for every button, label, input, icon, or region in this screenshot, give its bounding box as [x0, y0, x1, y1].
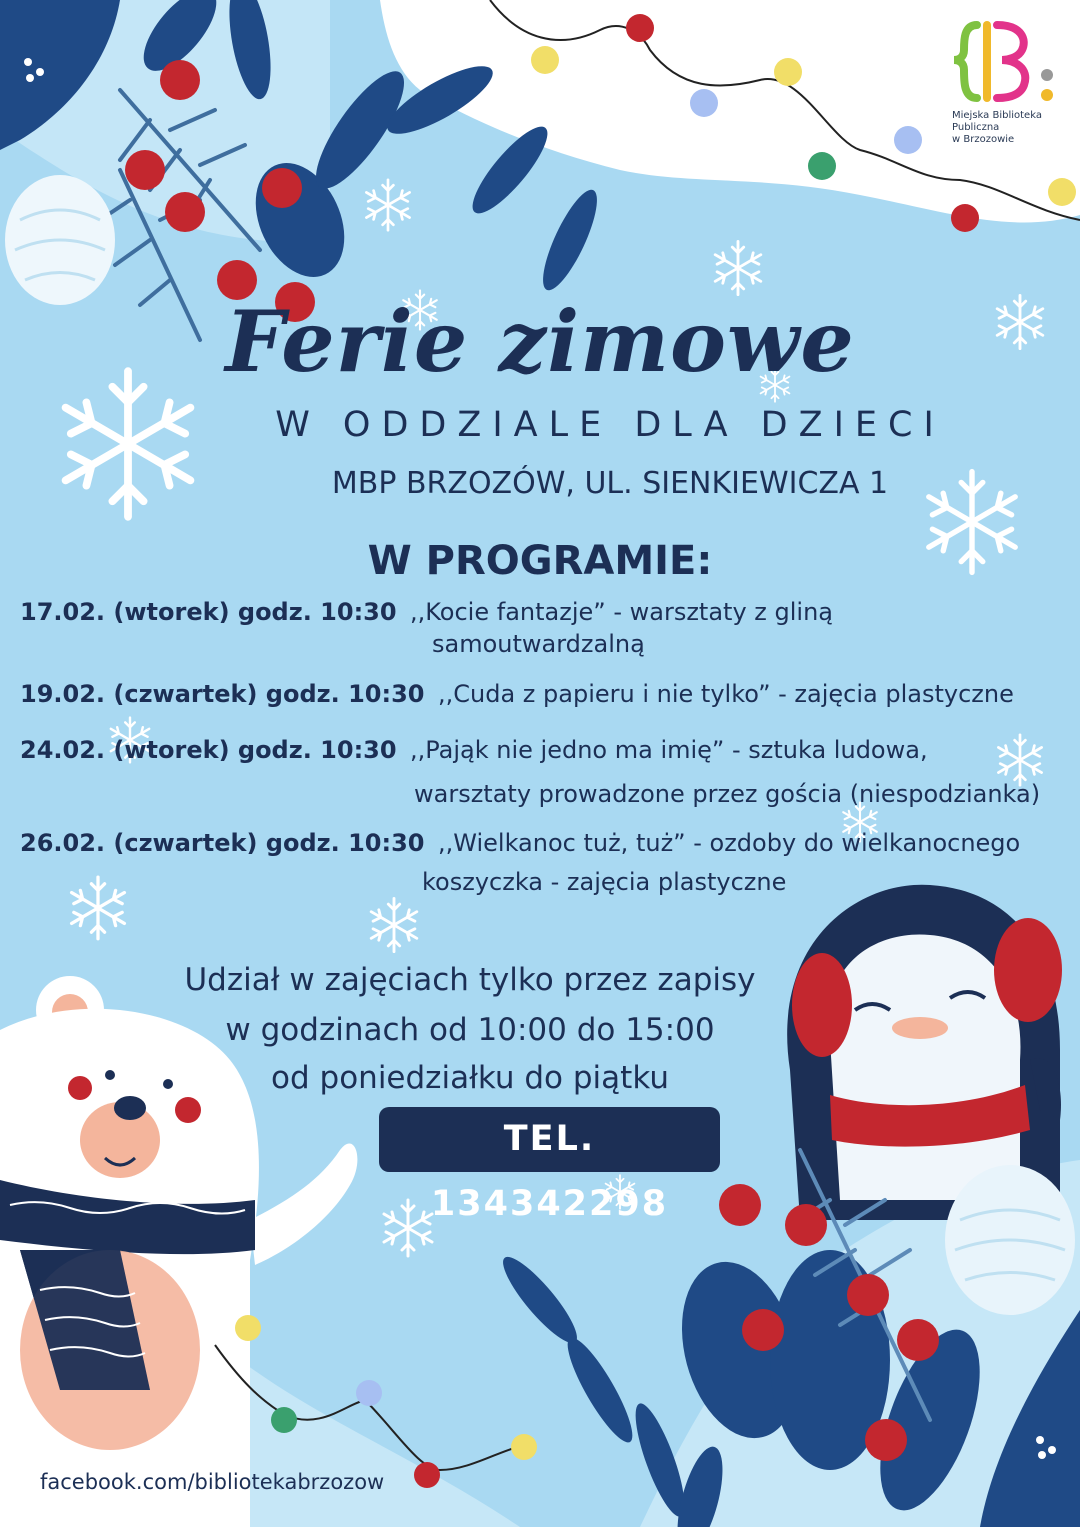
poster-title: Ferie zimowe — [225, 292, 855, 391]
program-item-4-text1: ,,Wielkanoc tuż, tuż” - ozdoby do wielkanocnego — [438, 829, 1021, 857]
library-name-line3: w Brzozowie — [952, 134, 1015, 145]
program-item-3-text2: warsztaty prowadzone przez gościa (niespodzianka) — [414, 780, 1041, 808]
signup-line3: od poniedziałku do piątku — [271, 1060, 669, 1096]
library-name-line2: Publiczna — [952, 122, 1000, 133]
program-item-3-text1: ,,Pająk nie jedno ma imię” - sztuka ludowa, — [410, 736, 928, 764]
program-item-1-text1: ,,Kocie fantazje” - warsztaty z gliną — [410, 598, 833, 626]
library-logo-icon — [952, 20, 1062, 110]
program-item-4 — [20, 829, 424, 857]
program-item-3-date: 24.02. (wtorek) godz. 10:30 — [20, 736, 397, 764]
poster-subtitle: W ODDZIALE DLA DZIECI — [275, 405, 945, 445]
program-item-1-date: 17.02. (wtorek) godz. 10:30 — [20, 598, 397, 626]
program-item-1-text2: samoutwardzalną — [432, 630, 645, 658]
program-item-3 — [20, 736, 397, 764]
signup-line2: w godzinach od 10:00 do 15:00 — [225, 1012, 715, 1048]
phone-badge: TEL. 134342298 — [379, 1107, 720, 1172]
program-item-4-date: 26.02. (czwartek) godz. 10:30 — [20, 829, 425, 857]
poster-address: MBP BRZOZÓW, UL. SIENKIEWICZA 1 — [331, 466, 889, 501]
facebook-link[interactable]: facebook.com/bibliotekabrzozow — [40, 1470, 385, 1494]
library-name-line1: Miejska Biblioteka — [952, 110, 1042, 121]
program-item-2-text1: ,,Cuda z papieru i nie tylko” - zajęcia plastyczne — [438, 680, 1014, 708]
program-item-4-text2: koszyczka - zajęcia plastyczne — [422, 868, 787, 896]
signup-line1: Udział w zajęciach tylko przez zapisy — [184, 962, 756, 998]
program-item-2 — [20, 680, 424, 708]
program-item-2-date: 19.02. (czwartek) godz. 10:30 — [20, 680, 425, 708]
program-item-1 — [20, 598, 397, 626]
program-heading: W PROGRAMIE: — [367, 538, 713, 584]
library-name — [952, 110, 1062, 146]
